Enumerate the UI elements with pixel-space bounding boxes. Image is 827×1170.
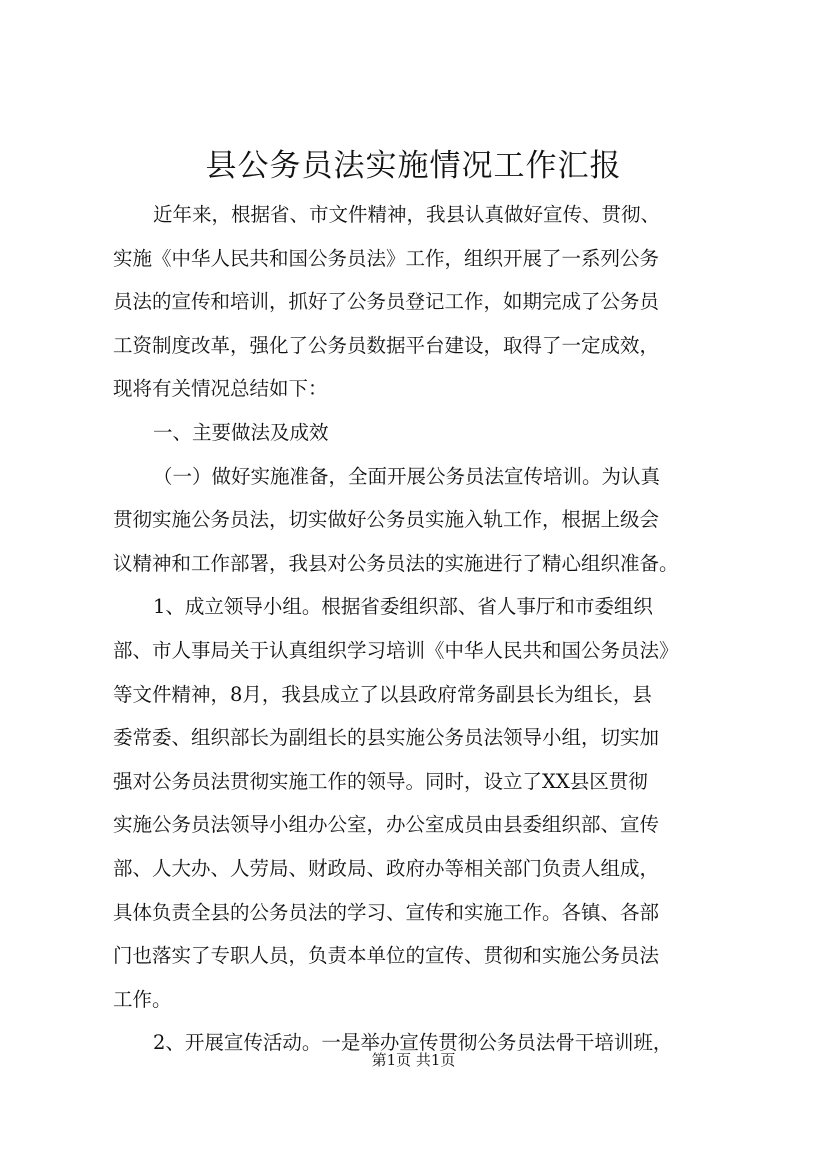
text-line: 等文件精神，8月，我县成立了以县政府常务副县长为组长，县 — [113, 682, 652, 706]
text-line: 1、成立领导小组。根据省委组织部、省人事厅和市委组织 — [153, 595, 653, 619]
text-line: 门也落实了专职人员，负责本单位的宣传、贯彻和实施公务员法 — [113, 944, 660, 968]
text-line: 近年来，根据省、市文件精神，我县认真做好宣传、贯彻、 — [153, 203, 661, 226]
page-footer: 第1页 共1页 — [371, 1051, 456, 1069]
text-line: 实施公务员法领导小组办公室，办公室成员由县委组织部、宣传 — [113, 813, 660, 837]
text-line: 议精神和工作部署，我县对公务员法的实施进行了精心组织准备。 — [113, 551, 679, 575]
text-line: 工作。 — [113, 987, 172, 1011]
text-line: （一）做好实施准备，全面开展公务员法宣传培训。为认真 — [153, 464, 661, 488]
text-line: 实施《中华人民共和国公务员法》工作，组织开展了一系列公务 — [113, 246, 660, 270]
text-line: 贯彻实施公务员法，切实做好公务员实施入轨工作，根据上级会 — [113, 508, 660, 532]
text-line: 一、主要做法及成效 — [153, 420, 329, 444]
text-line: 具体负责全县的公务员法的学习、宣传和实施工作。各镇、各部 — [113, 900, 660, 924]
text-line: 员法的宣传和培训，抓好了公务员登记工作，如期完成了公务员 — [113, 290, 660, 314]
section-heading — [113, 411, 733, 455]
text-line: 现将有关情况总结如下： — [113, 377, 328, 401]
paragraph-intro — [113, 193, 733, 411]
document-title: 县公务员法实施情况工作汇报 — [205, 148, 622, 184]
paragraph-item-1 — [113, 585, 733, 1021]
text-line: 工资制度改革，强化了公务员数据平台建设，取得了一定成效， — [113, 333, 660, 357]
text-line: 强对公务员法贯彻实施工作的领导。同时，设立了XX县区贯彻 — [113, 769, 648, 793]
text-line: 2、开展宣传活动。一是举办宣传贯彻公务员法骨干培训班， — [153, 1031, 673, 1055]
text-line: 部、市人事局关于认真组织学习培训《中华人民共和国公务员法》 — [113, 638, 679, 662]
paragraph-subsection-1 — [113, 455, 733, 586]
text-line: 部、人大办、人劳局、财政局、政府办等相关部门负责人组成， — [113, 856, 660, 880]
text-line: 委常委、组织部长为副组长的县实施公务员法领导小组，切实加 — [113, 726, 660, 750]
document-body — [113, 193, 733, 1065]
